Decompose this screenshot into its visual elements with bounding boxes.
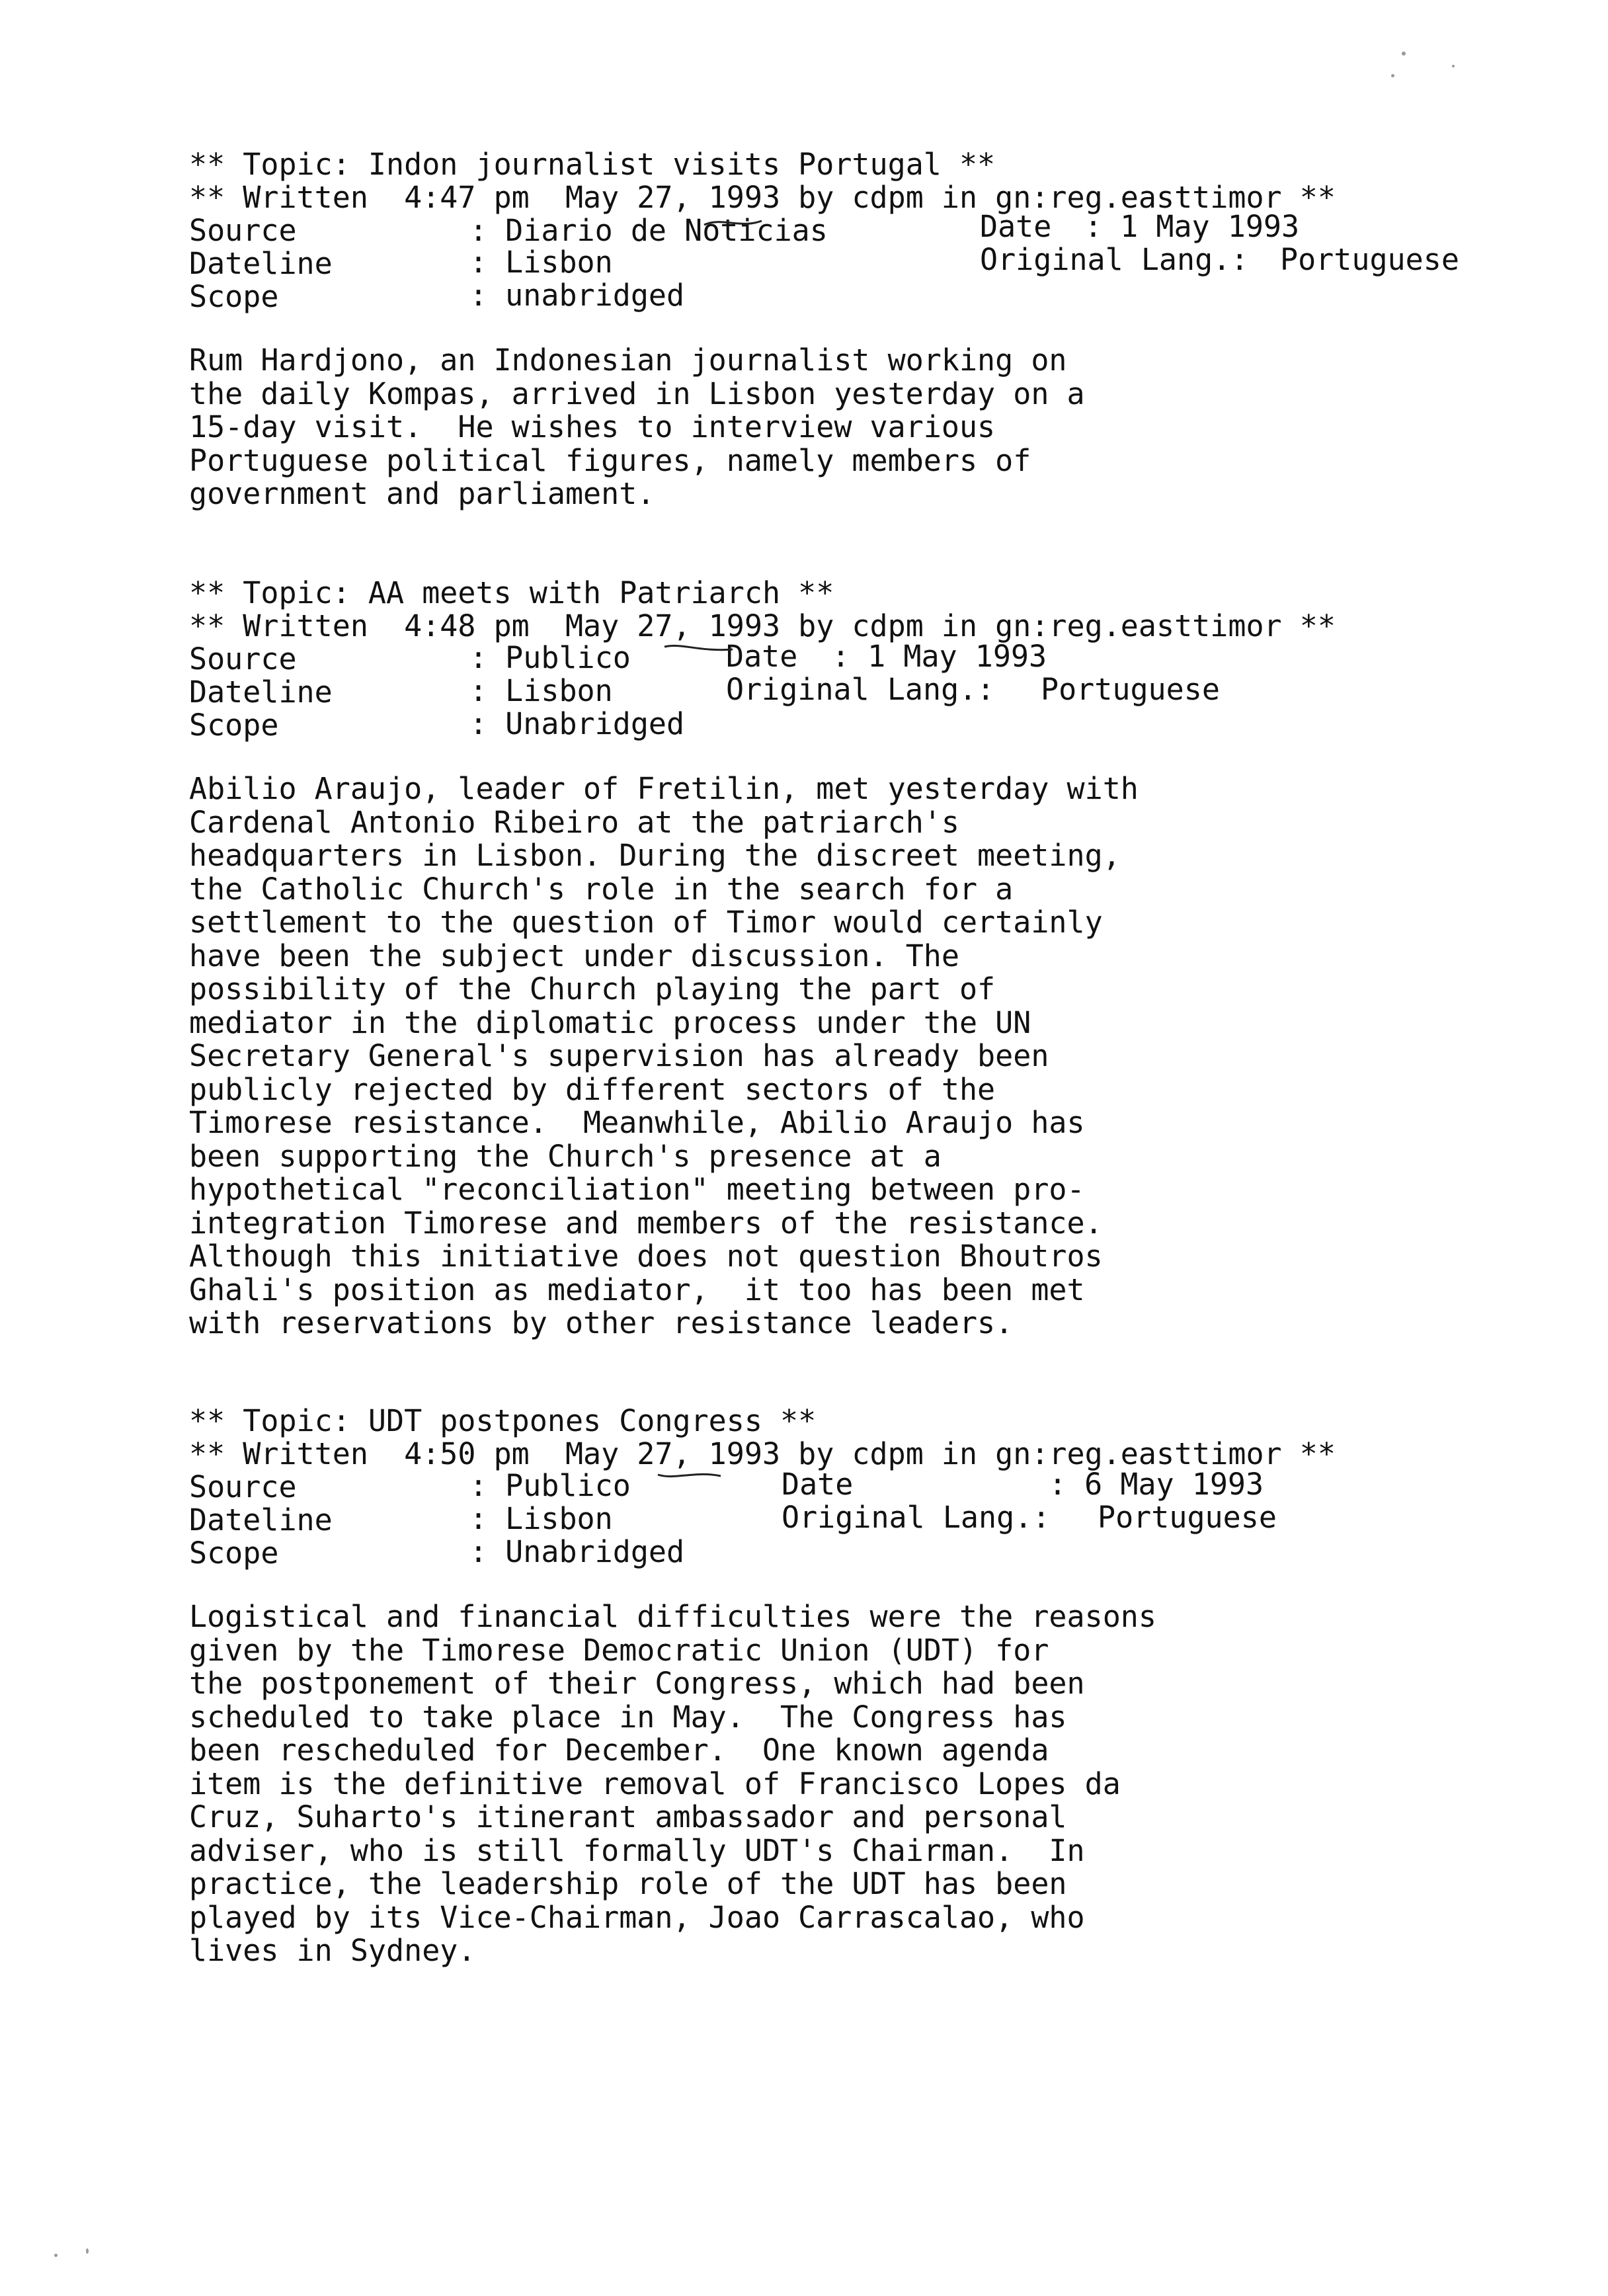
body-line: played by its Vice-Chairman, Joao Carrascalao, who	[189, 1899, 1085, 1935]
body-line: with reservations by other resistance leaders.	[189, 1305, 1014, 1340]
body-line: government and parliament.	[189, 476, 655, 511]
body-line: 15-day visit. He wishes to interview various	[189, 409, 996, 444]
source-label: Source	[189, 641, 297, 676]
body-line: practice, the leadership role of the UDT has been	[189, 1866, 1067, 1901]
article-body	[189, 1600, 1156, 1968]
scope-label: Scope	[189, 708, 279, 743]
body-line: mediator in the diplomatic process under the UN	[189, 1004, 1031, 1040]
original-lang-value: Portuguese	[1041, 672, 1220, 707]
dateline-label: Dateline	[189, 1502, 333, 1538]
body-line: been rescheduled for December. One known agenda	[189, 1733, 1049, 1768]
body-line: hypothetical "reconciliation" meeting between pro-	[189, 1172, 1085, 1207]
dateline-value: : Lisbon	[469, 673, 613, 708]
body-line: scheduled to take place in May. The Congress has	[189, 1699, 1067, 1735]
body-line: Rum Hardjono, an Indonesian journalist working on	[189, 343, 1067, 378]
body-line: settlement to the question of Timor would certainly	[189, 905, 1103, 940]
body-line: Timorese resistance. Meanwhile, Abilio Araujo has	[189, 1105, 1085, 1140]
original-lang-label: Original Lang.:	[782, 1500, 1051, 1535]
article-topic: ** Topic: AA meets with Patriarch **	[189, 575, 834, 610]
body-line: integration Timorese and members of the resistance.	[189, 1205, 1103, 1241]
body-line: the postponement of their Congress, which had been	[189, 1666, 1085, 1701]
body-line: the daily Kompas, arrived in Lisbon yesterday on a	[189, 376, 1085, 411]
body-line: the Catholic Church's role in the search for a	[189, 871, 1014, 907]
pen-underline-mark	[655, 1467, 727, 1487]
body-line: possibility of the Church playing the part of	[189, 971, 996, 1006]
scan-speck	[54, 2254, 58, 2257]
scan-speck	[1391, 74, 1394, 77]
scope-label: Scope	[189, 1536, 279, 1571]
dateline-value: : Lisbon	[469, 1501, 613, 1536]
article-body	[189, 772, 1139, 1340]
date-label: Date	[782, 1467, 854, 1502]
dateline-label: Dateline	[189, 675, 333, 710]
original-lang-label: Original Lang.:	[980, 242, 1249, 277]
scope-value: : Unabridged	[469, 1534, 685, 1569]
body-line: publicly rejected by different sectors of the	[189, 1071, 996, 1107]
scan-speck	[86, 2248, 89, 2254]
body-line: Abilio Araujo, leader of Fretilin, met yesterday with	[189, 771, 1139, 806]
scan-speck	[1402, 52, 1406, 56]
scope-value: : unabridged	[469, 278, 685, 313]
body-line: Cruz, Suharto's itinerant ambassador and personal	[189, 1799, 1067, 1834]
original-lang-value: Portuguese	[1280, 242, 1459, 277]
source-value: : Publico	[469, 1468, 631, 1503]
pen-underline-mark	[701, 210, 767, 230]
date-label: Date	[980, 209, 1052, 244]
article-written-line: ** Written 4:48 pm May 27, 1993 by cdpm in gn:reg.easttimor **	[189, 608, 1336, 643]
dateline-value: : Lisbon	[469, 245, 613, 280]
body-line: lives in Sydney.	[189, 1933, 476, 1968]
body-line: given by the Timorese Democratic Union (UDT) for	[189, 1632, 1049, 1668]
body-line: have been the subject under discussion. The	[189, 938, 959, 973]
article-written-line: ** Written 4:50 pm May 27, 1993 by cdpm in gn:reg.easttimor **	[189, 1436, 1336, 1471]
body-line: Logistical and financial difficulties were the reasons	[189, 1599, 1156, 1634]
date-value: : 1 May 1993	[832, 639, 1047, 674]
article-body	[189, 344, 1085, 511]
article-topic: ** Topic: Indon journalist visits Portugal **	[189, 147, 996, 182]
body-line: Ghali's position as mediator, it too has been met	[189, 1272, 1085, 1307]
body-line: Cardenal Antonio Ribeiro at the patriarch's	[189, 804, 959, 840]
pen-tilde-mark	[661, 640, 741, 660]
body-line: Secretary General's supervision has already been	[189, 1038, 1049, 1073]
body-line: item is the definitive removal of Francisco Lopes da	[189, 1766, 1121, 1801]
date-value: : 6 May 1993	[1049, 1467, 1264, 1502]
article-written-line: ** Written 4:47 pm May 27, 1993 by cdpm in gn:reg.easttimor **	[189, 180, 1336, 215]
date-value: : 1 May 1993	[1084, 209, 1300, 244]
body-line: Although this initiative does not question Bhoutros	[189, 1239, 1103, 1274]
body-line: headquarters in Lisbon. During the discreet meeting,	[189, 838, 1121, 873]
original-lang-label: Original Lang.:	[726, 672, 995, 707]
body-line: been supporting the Church's presence at a	[189, 1138, 942, 1174]
dateline-label: Dateline	[189, 246, 333, 281]
scope-label: Scope	[189, 279, 279, 314]
scope-value: : Unabridged	[469, 706, 685, 741]
scan-speck	[1452, 65, 1455, 67]
source-value: : Publico	[469, 640, 631, 675]
article-topic: ** Topic: UDT postpones Congress **	[189, 1403, 817, 1438]
source-label: Source	[189, 1469, 297, 1504]
source-label: Source	[189, 213, 297, 248]
original-lang-value: Portuguese	[1098, 1500, 1277, 1535]
body-line: Portuguese political figures, namely members of	[189, 442, 1031, 478]
source-value: : Diario de Noticias	[469, 213, 828, 248]
body-line: adviser, who is still formally UDT's Chairman. In	[189, 1832, 1085, 1868]
date-label: Date	[726, 639, 798, 674]
